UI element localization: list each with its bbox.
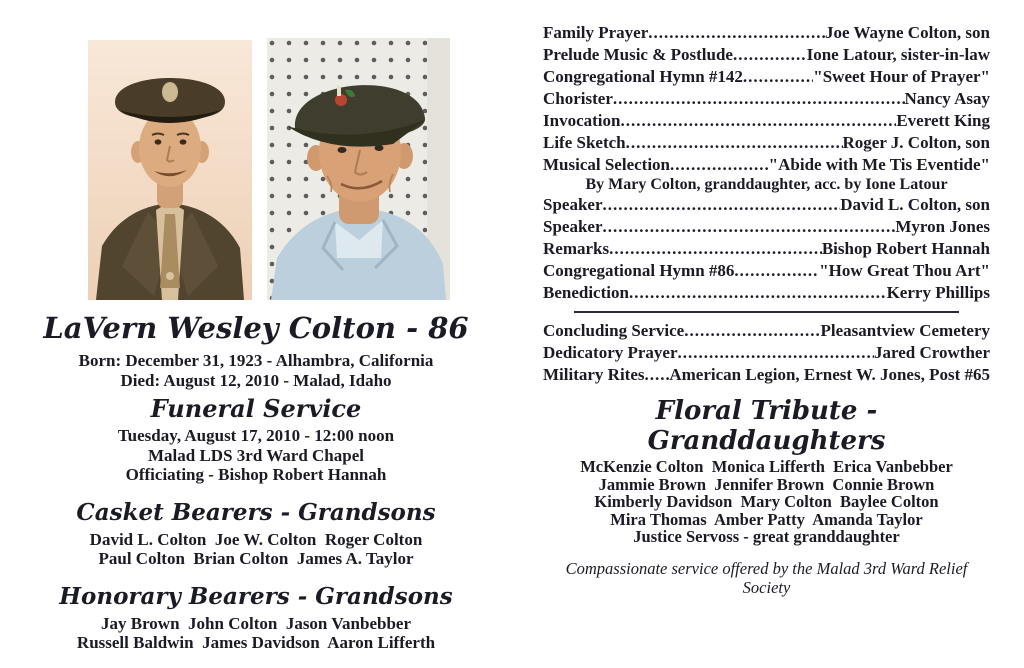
honorary-bearers-line: Jay Brown John Colton Jason Vanbebber	[100, 613, 412, 633]
floral-tribute-line: Justice Servoss - great granddaughter	[633, 527, 900, 546]
floral-tribute-heading: Floral Tribute - Granddaughters	[647, 396, 886, 456]
program-value: Ione Latour, sister-in-law	[806, 45, 990, 64]
program-row-life-sketch	[543, 132, 990, 154]
floral-tribute-line: Kimberly Davidson Mary Colton Baylee Colton	[594, 492, 939, 511]
program-row-musical-selection	[543, 154, 990, 176]
program-row-dedicatory-prayer	[543, 342, 990, 364]
program-label: Speaker	[543, 195, 603, 214]
program-row-prelude	[543, 44, 990, 66]
dot-leader	[613, 88, 905, 110]
program-row-speaker-2	[543, 216, 990, 238]
program-row-remarks	[543, 238, 990, 260]
musical-selection-note: By Mary Colton, granddaughter, acc. by Ione Latour	[585, 176, 948, 193]
program-label: Congregational Hymn #142	[543, 67, 743, 86]
young-soldier-portrait-illustration	[88, 40, 252, 300]
program-row-benediction	[543, 282, 990, 304]
program-label: Musical Selection	[543, 155, 671, 174]
photo-young-soldier	[88, 40, 252, 300]
floral-tribute-line: Jammie Brown Jennifer Brown Connie Brown	[598, 474, 935, 494]
dot-leader	[743, 66, 813, 88]
program-value: Kerry Phillips	[886, 283, 990, 302]
right-page	[543, 22, 990, 597]
program-label: Speaker	[543, 217, 603, 236]
program-value: "How Great Thou Art"	[819, 261, 990, 280]
floral-tribute-line: McKenzie Colton Monica Lifferth Erica Vanbebber	[580, 457, 953, 476]
program-label: Chorister	[543, 89, 613, 108]
service-officiating-line: Officiating - Bishop Robert Hannah	[125, 465, 387, 484]
program-row-family-prayer	[543, 22, 990, 44]
floral-tribute-line: Mira Thomas Amber Patty Amanda Taylor	[610, 509, 923, 529]
dot-leader	[648, 22, 825, 44]
program-row-speaker-1	[543, 194, 990, 216]
dot-leader	[678, 342, 874, 364]
program-row-invocation	[543, 110, 990, 132]
program-label: Life Sketch	[543, 133, 626, 152]
program-value: American Legion, Ernest W. Jones, Post #65	[669, 365, 990, 384]
dot-leader	[734, 260, 819, 282]
elder-man-portrait-illustration	[267, 38, 450, 300]
left-page-text	[28, 312, 484, 653]
program-value: Everett King	[896, 111, 990, 130]
section-divider	[574, 311, 958, 313]
program-value: Pleasantview Cemetery	[820, 321, 990, 340]
casket-bearers-heading: Casket Bearers - Grandsons	[76, 498, 436, 526]
program-value: "Sweet Hour of Prayer"	[813, 67, 990, 86]
program-row-hymn-142	[543, 66, 990, 88]
dot-leader	[603, 216, 896, 238]
program-row-hymn-86	[543, 260, 990, 282]
funeral-service-heading: Funeral Service	[150, 394, 362, 423]
dot-leader	[629, 282, 887, 304]
program-label: Military Rites	[543, 365, 645, 384]
dot-leader	[684, 320, 820, 342]
service-location-line: Malad LDS 3rd Ward Chapel	[147, 445, 364, 465]
born-line: Born: December 31, 1923 - Alhambra, California	[78, 351, 434, 370]
dot-leader	[620, 110, 896, 132]
program-label: Benediction	[543, 283, 629, 302]
photo-elder-man	[267, 38, 450, 300]
dot-leader	[609, 238, 822, 260]
program-row-concluding-service	[543, 320, 990, 342]
program-label: Dedicatory Prayer	[543, 343, 678, 362]
program-label: Concluding Service	[543, 321, 685, 340]
casket-bearers-line: Paul Colton Brian Colton James A. Taylor	[98, 549, 414, 568]
program-value: Roger J. Colton, son	[842, 133, 990, 152]
honorary-bearers-line: Russell Baldwin James Davidson Aaron Lifferth	[76, 633, 436, 652]
program-label: Congregational Hymn #86	[543, 261, 735, 280]
program-label: Family Prayer	[543, 23, 649, 42]
program-label: Invocation	[543, 111, 621, 130]
died-line: Died: August 12, 2010 - Malad, Idaho	[120, 370, 392, 390]
program-row-military-rites	[543, 364, 990, 386]
program-label: Prelude Music & Postlude	[543, 45, 733, 64]
program-value: Joe Wayne Colton, son	[825, 23, 990, 42]
program-value: Myron Jones	[895, 217, 990, 236]
program-value: Jared Crowther	[874, 343, 990, 362]
program-value: Bishop Robert Hannah	[821, 239, 990, 258]
honorary-bearers-heading: Honorary Bearers - Grandsons	[59, 582, 453, 610]
dot-leader	[626, 132, 843, 154]
casket-bearers-line: David L. Colton Joe W. Colton Roger Colton	[89, 529, 423, 549]
program-label: Remarks	[543, 239, 610, 258]
program-value: Nancy Asay	[904, 89, 990, 108]
dot-leader	[733, 44, 807, 66]
deceased-name-title: LaVern Wesley Colton - 86	[43, 311, 469, 345]
program-value: "Abide with Me Tis Eventide"	[768, 155, 990, 174]
dot-leader	[603, 194, 841, 216]
dot-leader	[670, 154, 769, 176]
compassionate-service-footer: Compassionate service offered by the Malad 3rd Ward Relief Society	[565, 558, 968, 597]
dot-leader	[645, 364, 670, 386]
service-datetime-line: Tuesday, August 17, 2010 - 12:00 noon	[117, 426, 395, 445]
program-row-chorister	[543, 88, 990, 110]
program-value: David L. Colton, son	[840, 195, 990, 214]
